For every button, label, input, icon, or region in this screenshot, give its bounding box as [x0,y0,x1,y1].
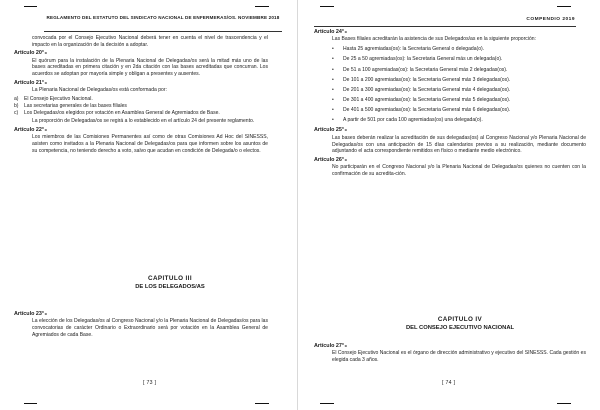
article-heading: Artículo 23°$^o$ [14,310,47,317]
page-header: REGLAMENTO DEL ESTATUTO DEL SINDICATO NACIONAL DE ENFERMERAS/OS. NOVIEMBRE 2018 [46,15,280,20]
article-heading: Artículo 26°$^o$ [314,156,347,163]
article-mark: o [44,80,47,85]
header-rule [44,31,282,32]
list-item: c) Los Delegadas/os elegidos por votación en Asamblea General de Agremiados de Base. [14,109,220,116]
left-page [0,0,296,410]
page-number: [ 74 ] [442,380,456,386]
chapter-subtitle: DEL CONSEJO EJECUTIVO NACIONAL [405,325,515,331]
crop-mark [24,403,37,404]
article-text: No participarán en el Congreso Nacional y/o la Plenaria Nacional de Delegadas/os quienes no cuenten con la confirmación de su acredita-ción. [332,164,586,178]
left-page-content-lower [14,309,268,338]
crop-mark [320,403,334,404]
article-text: La elección de los Delegadas/os al Congreso Nacional y/o la Plenaria Nacional de Delegadas/os para las convocatorias de carácter Ordinario o Extraordinario será por votación en la Asamblea General de Agremiados de cada Base. [32,317,268,338]
article-text: Los miembros de las Comisiones Permanentes así como de otras Comisiones Ad Hoc del SINESSS, asisten como invitados a la Plenaria Nacional de Delegadas/os para que informen sobre los asuntos de su competencia, no teniendo derecho a voto, salvo que acudan en condición de Delegada/o o electos. [32,134,268,154]
crop-mark [320,6,334,7]
crop-mark [255,6,269,7]
list-item: • De 401 a 500 agremiadas(os): la Secretaria General más 6 delegadas(os). [332,107,511,114]
chapter-subtitle: DE LOS DELEGADOS/AS [135,284,205,290]
article-text: La proporción de Delegadas/os se regirá a lo establecido en el artículo 24 del presente reglamento. [32,118,255,125]
chapter-title: CAPITULO III [148,275,192,282]
page-header: COMPENDIO 2019 [526,17,575,22]
delegate-ratio-list [314,46,586,124]
article-heading: Artículo 24°$^o$ [314,29,347,35]
left-page-content [14,35,268,155]
article-mark: o [44,311,47,316]
list-item: • Hasta 25 agremiadas(os): la Secretaria General o delegada(o). [332,46,485,53]
article-text: El Consejo Ejecutivo Nacional es el órgano de dirección administrativo y ejecutivo del SINESSS. Cada gestión es elegida cada 3 años. [332,349,586,363]
article-mark: o [344,30,347,34]
article-text: El quórum para la instalación de la Plenaria Nacional de Delegadas/os será la mitad más uno de las bases acreditadas en primera citación y en 2da citación con las bases acreditadas que concurran. Los acuerdos se adoptan por mayoría simple y obligan a presentes y ausentes. [32,57,268,78]
list-item: b) Las secretarias generales de las bases filiales [14,102,127,109]
article-heading: Artículo 21°$^o$ [14,79,47,86]
article-text: La Plenaria Nacional de Delegadas/os está conformada por: [32,87,167,94]
list-item: • De 201 a 300 agremiadas(os): la Secretaria General más 4 delegadas(os). [332,86,511,93]
article-text: Las bases deberán realizar la acreditación de sus delegadas(os) al Congreso Nacional y/o Plenaria Nacional de Delegadas/os con una anticipación de 15 días calendarios previos a su realización, mediante documento adjuntando el acta correspondiente remitidos en físico o mediante medio electrónico. [332,134,586,155]
chapter-heading [70,275,270,291]
article-mark: o [44,127,47,132]
article-heading: Artículo 22°$^o$ [14,126,47,133]
list-item: a) El Consejo Ejecutivo Nacional. [14,95,93,102]
right-page [300,0,600,410]
list-item: • De 101 a 200 agremiadas(os): la Secretaria General más 3 delegadas(os). [332,76,511,83]
header-rule [314,26,576,27]
chapter-title: CAPITULO IV [437,316,483,323]
article-mark: o [344,157,347,162]
crop-mark [557,403,571,404]
article-mark: o [344,343,347,348]
list-item: • A partir de 501 por cada 100 agremiadas(os) una delegada(o). [332,117,483,124]
article-heading: Artículo 25°$^o$ [314,127,347,134]
list-item: • De 301 a 400 agremiadas(os): la Secretaria General más 5 delegadas(os). [332,96,511,103]
article-heading: Artículo 20°$^o$ [14,50,47,57]
continued-paragraph: convocada por el Consejo Ejecutivo Nacional deberá tener en cuenta el nivel de trascendencia y el impacto en la organización de la decisión a adoptar. [32,35,268,48]
crop-mark [557,6,571,7]
right-page-content [314,29,586,178]
member-list [14,96,268,117]
article-mark: o [44,51,47,56]
list-item: • De 25 a 50 agremiadas(os): la Secretaria General más un delegada(o). [332,56,503,63]
crop-mark [255,403,269,404]
chapter-heading [330,316,590,332]
article-heading: Artículo 27°$^o$ [314,342,347,349]
page-gutter [297,0,298,410]
article-text: Las Bases filiales acreditarán la asistencia de sus Delegados/as en la siguiente proporción: [332,36,536,43]
list-item: • De 51 a 100 agremiadas(os): la Secretaria General más 2 delegadas(os). [332,66,508,73]
article-mark: o [344,128,347,133]
right-page-content-lower [314,341,586,364]
crop-mark [24,6,37,7]
page-number: [ 73 ] [143,380,157,386]
